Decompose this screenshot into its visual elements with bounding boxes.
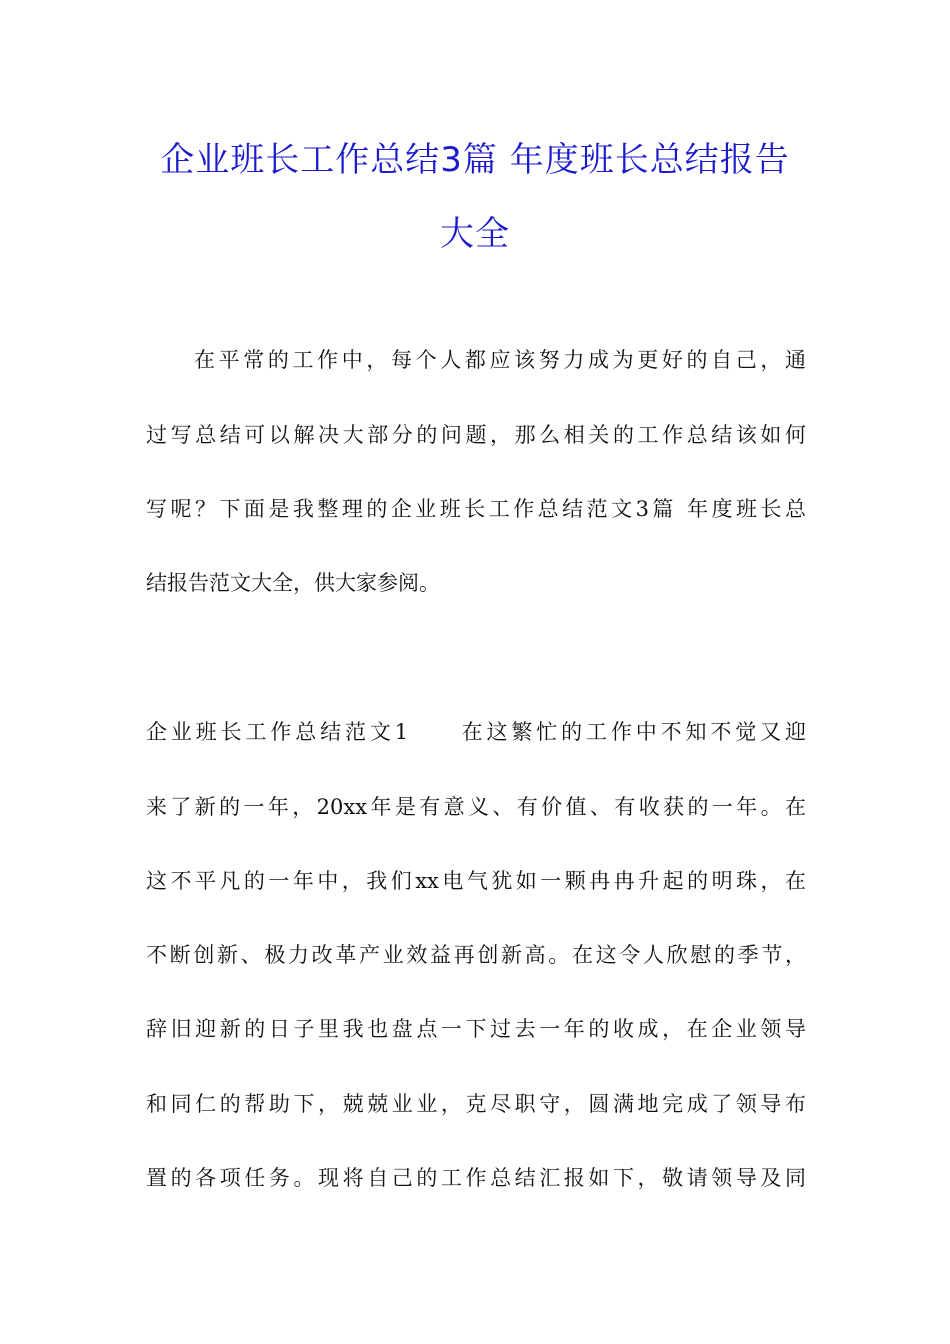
section1-line-3: 这不平凡的一年中，我们xx电气犹如一颗冉冉升起的明珠，在 <box>146 869 806 893</box>
intro-line-1: 在平常的工作中，每个人都应该努力成为更好的自己，通 <box>194 348 806 372</box>
intro-line-4: 结报告范文大全，供大家参阅。 <box>146 571 440 595</box>
section1-line-2: 来了新的一年，20xx年是有意义、有价值、有收获的一年。在 <box>146 795 806 819</box>
section1-line-1: 企业班长工作总结范文1 在这繁忙的工作中不知不觉又迎 <box>146 720 806 744</box>
document-title-line-2: 大全 <box>440 214 510 254</box>
section1-line-5: 辞旧迎新的日子里我也盘点一下过去一年的收成，在企业领导 <box>146 1017 806 1041</box>
section1-line-6: 和同仁的帮助下，兢兢业业，克尽职守，圆满地完成了领导布 <box>146 1092 806 1116</box>
intro-line-2: 过写总结可以解决大部分的问题，那么相关的工作总结该如何 <box>146 423 806 447</box>
document-title-line-1: 企业班长工作总结3篇 年度班长总结报告 <box>160 140 790 180</box>
intro-line-3: 写呢？下面是我整理的企业班长工作总结范文3篇 年度班长总 <box>146 497 806 521</box>
section1-line-7: 置的各项任务。现将自己的工作总结汇报如下，敬请领导及同 <box>146 1166 806 1190</box>
section1-line-4: 不断创新、极力改革产业效益再创新高。在这令人欣慰的季节， <box>146 943 806 967</box>
